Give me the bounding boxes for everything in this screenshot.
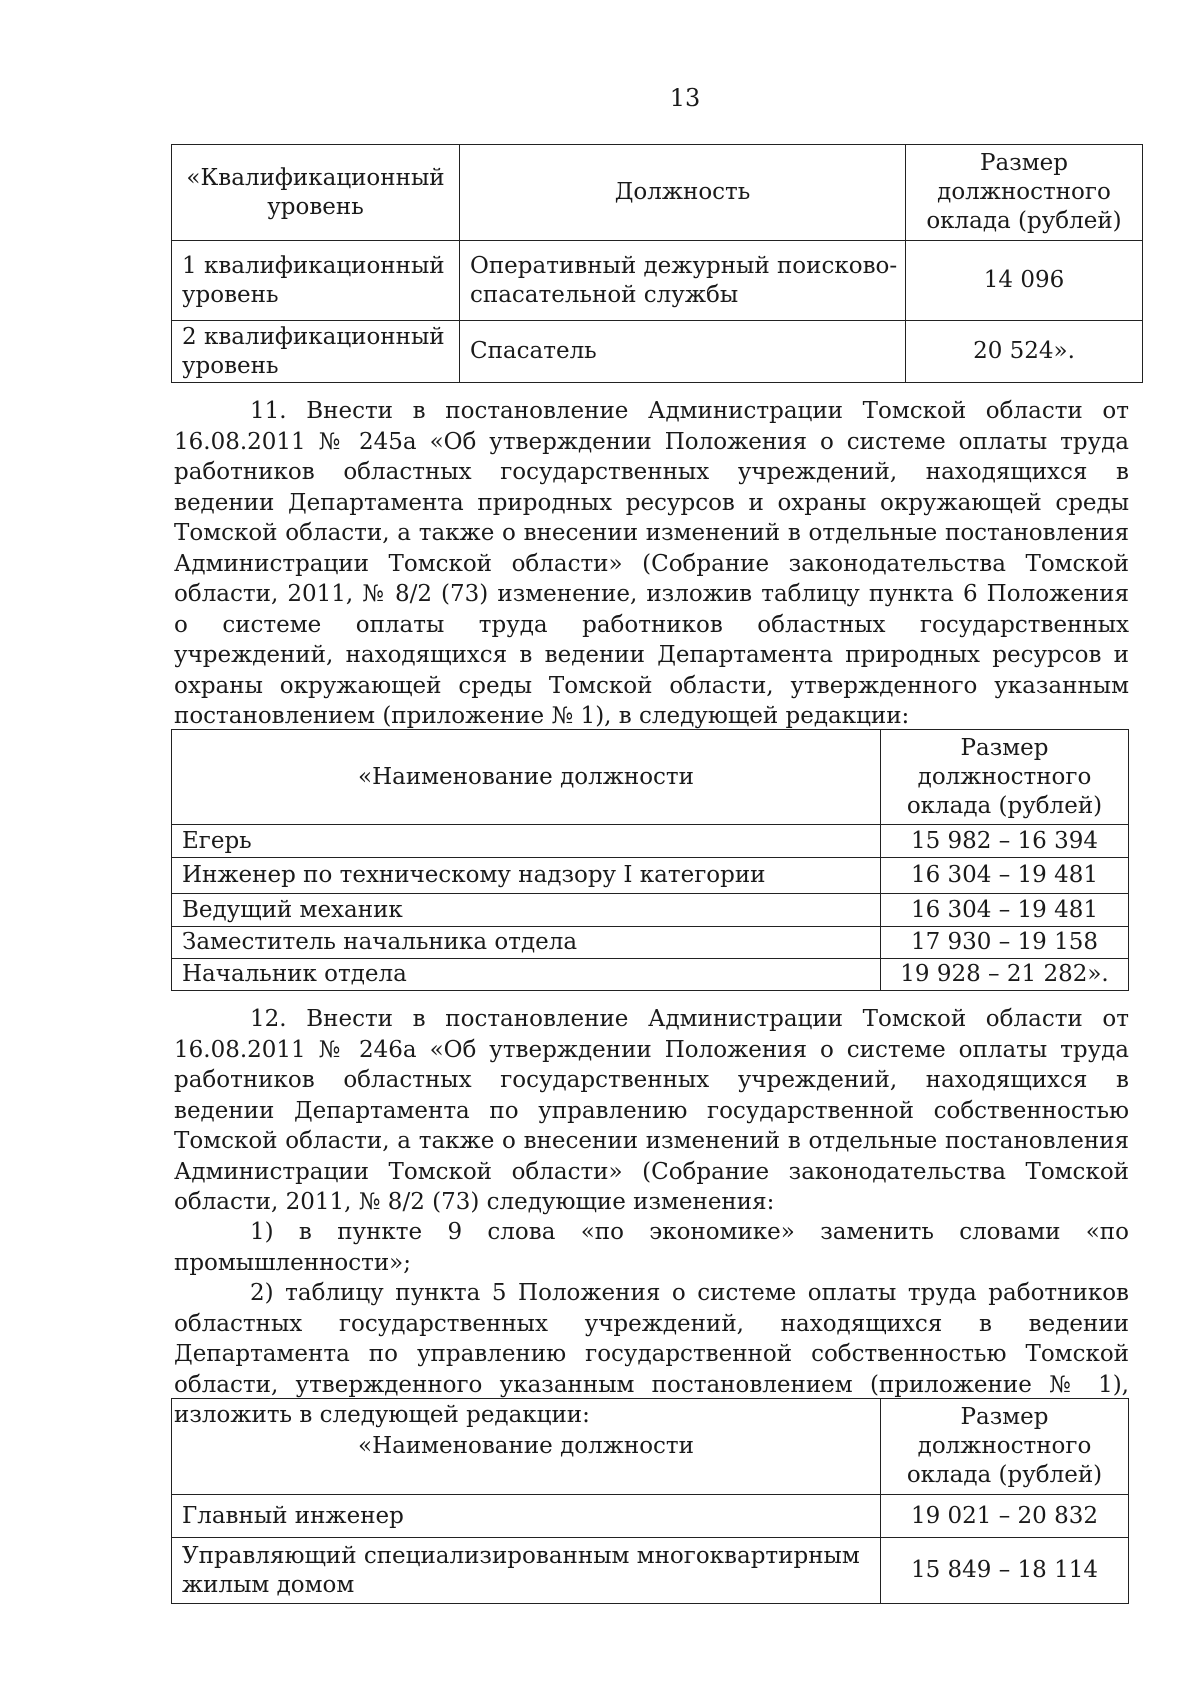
- position-cell: Начальник отдела: [172, 959, 881, 991]
- salary-cell: 16 304 – 19 481: [881, 858, 1129, 894]
- header-position: Должность: [460, 145, 906, 241]
- salary-cell: 20 524».: [906, 321, 1143, 383]
- page-number: 13: [669, 84, 701, 112]
- table-row: [172, 241, 1143, 321]
- position-cell: Управляющий специализированным многоквартирным жилым домом: [172, 1538, 881, 1604]
- position-cell: Егерь: [172, 825, 881, 858]
- paragraph-12-item-1: 1) в пункте 9 слова «по экономике» заменить словами «по промышленности»;: [174, 1219, 1129, 1276]
- salary-cell: 15 982 – 16 394: [881, 825, 1129, 858]
- position-cell: Заместитель начальника отдела: [172, 927, 881, 959]
- paragraph-12-item-2: 2) таблицу пункта 5 Положения о системе оплаты труда работников областных государственных учреждений, находящихся в ведении Департамента по управлению государственной собственностью Томской области, утвержденного указанным постановлением (приложение № 1), изложить в следующей редакции:: [174, 1280, 1129, 1428]
- position-cell: Оперативный дежурный поисково-спасательной службы: [460, 241, 906, 321]
- position-cell: Спасатель: [460, 321, 906, 383]
- salary-cell: 19 021 – 20 832: [881, 1495, 1129, 1538]
- table-row: [172, 858, 1129, 894]
- table-row: [172, 1538, 1129, 1604]
- position-cell: Главный инженер: [172, 1495, 881, 1538]
- qualification-table: [171, 144, 1143, 383]
- table-row: [172, 894, 1129, 927]
- level-cell: 1 квалификационный уровень: [172, 241, 460, 321]
- salary-cell: 19 928 – 21 282».: [881, 959, 1129, 991]
- level-cell: 2 квалификационный уровень: [172, 321, 460, 383]
- table-header-row: [172, 730, 1129, 825]
- salary-cell: 15 849 – 18 114: [881, 1538, 1129, 1604]
- salary-cell: 17 930 – 19 158: [881, 927, 1129, 959]
- table-row: [172, 1495, 1129, 1538]
- table-header-row: [172, 145, 1143, 241]
- paragraph-12: 12. Внести в постановление Администрации Томской области от 16.08.2011 № 246а «Об утверждении Положения о системе оплаты труда работников областных государственных учреждений, находящихся в ведении Департамента по управлению государственной собственностью Томской области, а также о внесении изменений в отдельные постановления Администрации Томской области» (Собрание законодательства Томской области, 2011, № 8/2 (73) следующие изменения:: [174, 1006, 1129, 1215]
- table-row: [172, 927, 1129, 959]
- positions-table-environment: [171, 729, 1129, 991]
- salary-cell: 14 096: [906, 241, 1143, 321]
- position-cell: Ведущий механик: [172, 894, 881, 927]
- header-position: «Наименование должности: [172, 730, 881, 825]
- header-salary: Размер должностного оклада (рублей): [906, 145, 1143, 241]
- table-header-row: [172, 1399, 1129, 1495]
- table-row: [172, 959, 1129, 991]
- header-level: «Квалификационный уровень: [172, 145, 460, 241]
- table-row: [172, 321, 1143, 383]
- paragraph-11: 11. Внести в постановление Администрации Томской области от 16.08.2011 № 245а «Об утверждении Положения о системе оплаты труда работников областных государственных учреждений, находящихся в ведении Департамента природных ресурсов и охраны окружающей среды Томской области, а также о внесении изменений в отдельные постановления Администрации Томской области» (Собрание законодательства Томской области, 2011, № 8/2 (73) изменение, изложив таблицу пункта 6 Положения о системе оплаты труда работников областных государственных учреждений, находящихся в ведении Департамента природных ресурсов и охраны окружающей среды Томской области, утвержденного указанным постановлением (приложение № 1), в следующей редакции:: [174, 398, 1129, 729]
- salary-cell: 16 304 – 19 481: [881, 894, 1129, 927]
- position-cell: Инженер по техническому надзору I категории: [172, 858, 881, 894]
- table-row: [172, 825, 1129, 858]
- header-salary: Размер должностного оклада (рублей): [881, 1399, 1129, 1495]
- header-salary: Размер должностного оклада (рублей): [881, 730, 1129, 825]
- positions-table-property: [171, 1398, 1129, 1604]
- header-position: «Наименование должности: [172, 1399, 881, 1495]
